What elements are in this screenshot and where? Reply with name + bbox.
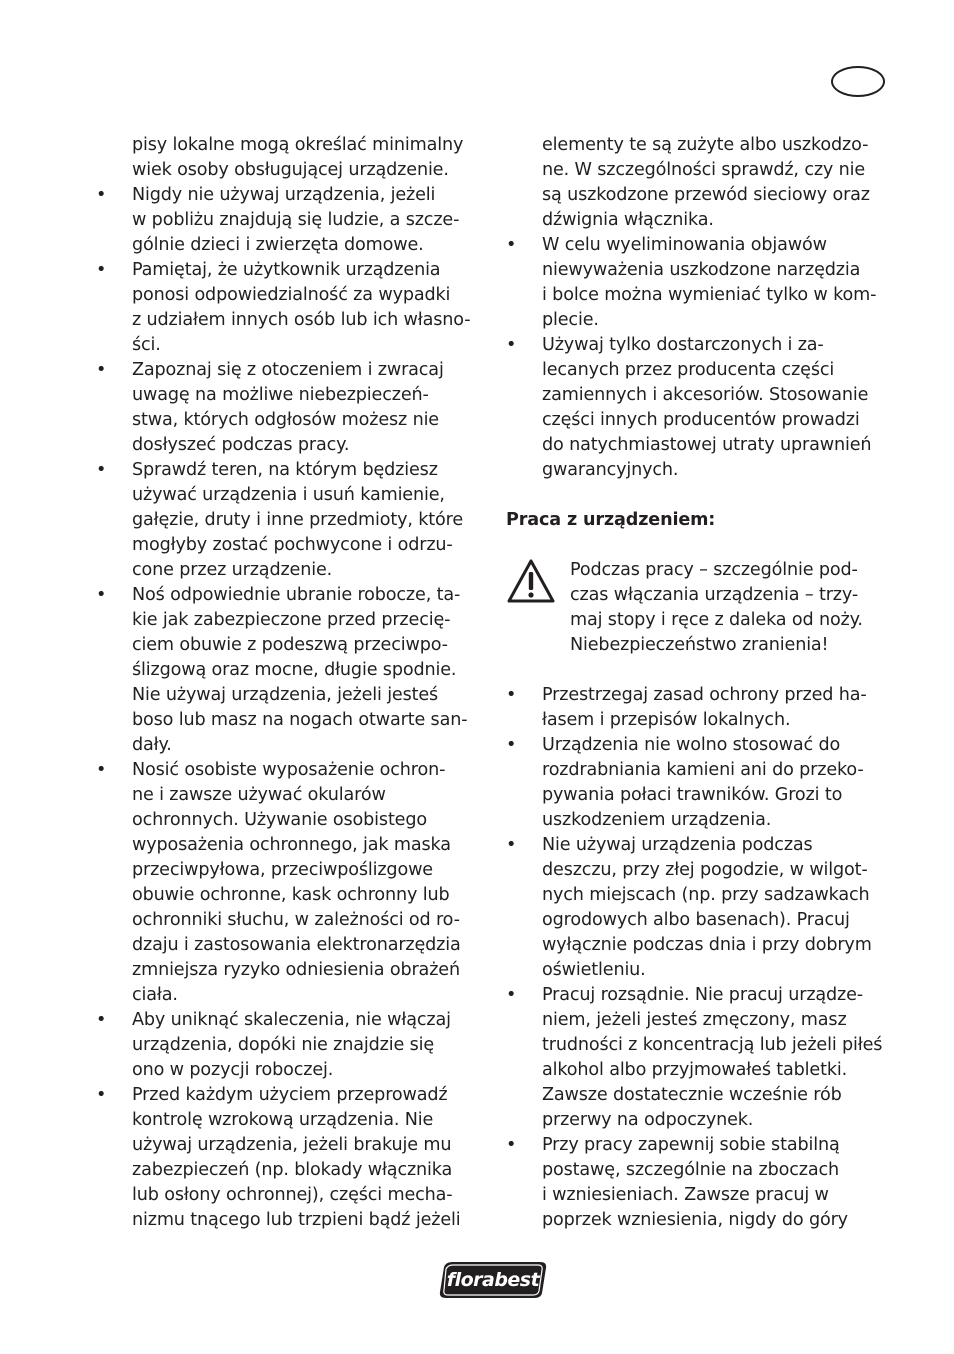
text-line: W celu wyeliminowania objawów [542, 235, 827, 255]
text-line: wiek osoby obsługującej urządzenie. [132, 160, 449, 180]
bullet-item [506, 733, 890, 833]
text-line: urządzenia, dopóki nie znajdzie się [132, 1035, 435, 1055]
right-column [506, 133, 890, 1233]
text-line: niem, jeżeli jesteś zmęczony, masz [542, 1010, 847, 1030]
text-line: kie jak zabezpieczone przed przecię- [132, 610, 451, 630]
paragraph-continuation [506, 133, 890, 233]
text-line: cone przez urządzenie. [132, 560, 333, 580]
text-line: Przed każdym użyciem przeprowadź [132, 1085, 448, 1105]
bullet-marker: • [96, 1010, 107, 1030]
text-line: czas włączania urządzenia – trzy- [570, 585, 859, 605]
text-line: Aby uniknąć skaleczenia, nie włączaj [132, 1010, 451, 1030]
florabest-logo [436, 1259, 550, 1301]
text-line: łasem i przepisów lokalnych. [542, 710, 791, 730]
text-line: Nosić osobiste wyposażenie ochron- [132, 760, 446, 780]
text-line: ono w pozycji roboczej. [132, 1060, 334, 1080]
text-line: plecie. [542, 310, 599, 330]
text-line: niewyważenia uszkodzone narzędzia [542, 260, 861, 280]
text-line: gałęzie, druty i inne przedmioty, które [132, 510, 464, 530]
bullet-marker: • [96, 360, 107, 380]
text-line: ne. W szczególności sprawdź, czy nie [542, 160, 866, 180]
text-line: pywania połaci trawników. Grozi to [542, 785, 843, 805]
text-line: Zawsze dostatecznie wcześnie rób [542, 1085, 842, 1105]
text-line: pisy lokalne mogą określać minimalny [132, 135, 464, 155]
paragraph-continuation [96, 133, 478, 183]
text-line: poprzek wzniesienia, nigdy do góry [542, 1210, 848, 1230]
bullet-marker: • [96, 585, 107, 605]
text-line: maj stopy i ręce z daleka od noży. [570, 610, 863, 630]
text-line: i wzniesieniach. Zawsze pracuj w [542, 1185, 829, 1205]
text-line: w pobliżu znajdują się ludzie, a szcze- [132, 210, 460, 230]
text-line: Sprawdź teren, na którym będziesz [132, 460, 438, 480]
text-line: wyłącznie podczas dnia i przy dobrym [542, 935, 872, 955]
text-line: są uszkodzone przewód sieciowy oraz [542, 185, 870, 205]
bullet-marker: • [96, 185, 107, 205]
text-line: kontrolę wzrokową urządzenia. Nie [132, 1110, 434, 1130]
text-line: Zapoznaj się z otoczeniem i zwracaj [132, 360, 444, 380]
text-line: trudności z koncentracją lub jeżeli piłeś [542, 1035, 883, 1055]
text-line: ciem obuwie z podeszwą przeciwpo- [132, 635, 448, 655]
bullet-item [506, 983, 890, 1133]
text-line: wyposażenia ochronnego, jak maska [132, 835, 451, 855]
text-line: alkohol albo przyjmowałeś tabletki. [542, 1060, 848, 1080]
logo-text: florabest [446, 1269, 540, 1291]
text-line: uszkodzeniem urządzenia. [542, 810, 772, 830]
bullet-item [96, 183, 478, 258]
bullet-item [96, 458, 478, 583]
bullet-item [506, 333, 890, 483]
text-line: ogrodowych albo basenach). Pracuj [542, 910, 850, 930]
text-line: rozdrabniania kamieni ani do przeko- [542, 760, 864, 780]
text-line: uwagę na możliwe niebezpieczeń- [132, 385, 429, 405]
text-line: ślizgową oraz mocne, długie spodnie. [132, 660, 457, 680]
text-line: nych miejscach (np. przy sadzawkach [542, 885, 870, 905]
text-line: używaj urządzenia, jeżeli brakuje mu [132, 1135, 452, 1155]
text-line: Przestrzegaj zasad ochrony przed ha- [542, 685, 867, 705]
text-line: dźwignia włącznika. [542, 210, 714, 230]
bullet-item [506, 1133, 890, 1233]
text-line: ponosi odpowiedzialność za wypadki [132, 285, 451, 305]
text-line: Nie używaj urządzenia podczas [542, 835, 813, 855]
bullet-marker: • [96, 760, 107, 780]
text-line: używać urządzenia i usuń kamienie, [132, 485, 445, 505]
bullet-marker: • [506, 235, 517, 255]
text-line: obuwie ochronne, kask ochronny lub [132, 885, 450, 905]
text-line: ne i zawsze używać okularów [132, 785, 386, 805]
text-line: elementy te są zużyte albo uszkodzo- [542, 135, 869, 155]
text-line: dały. [132, 735, 172, 755]
text-line: Niebezpieczeństwo zranienia! [570, 635, 829, 655]
text-line: deszczu, przy złej pogodzie, w wilgot- [542, 860, 868, 880]
warning-notice [506, 558, 890, 658]
bullet-item [96, 583, 478, 758]
text-line: stwa, których odgłosów możesz nie [132, 410, 439, 430]
bullet-item [506, 833, 890, 983]
section-heading: Praca z urządzeniem: [506, 510, 716, 530]
text-line: mogłyby zostać pochwycone i odrzu- [132, 535, 453, 555]
text-line: Przy pracy zapewnij sobie stabilną [542, 1135, 840, 1155]
text-line: ści. [132, 335, 161, 355]
bullet-item [506, 233, 890, 333]
bullet-item [506, 683, 890, 733]
text-line: gwarancyjnych. [542, 460, 679, 480]
text-line: Pracuj rozsądnie. Nie pracuj urządze- [542, 985, 864, 1005]
text-line: gólnie dzieci i zwierzęta domowe. [132, 235, 424, 255]
text-line: zamiennych i akcesoriów. Stosowanie [542, 385, 869, 405]
bullet-item [96, 1008, 478, 1083]
text-line: części innych producentów prowadzi [542, 410, 860, 430]
language-badge [831, 66, 885, 97]
text-line: Nie używaj urządzenia, jeżeli jesteś [132, 685, 439, 705]
text-line: dosłyszeć podczas pracy. [132, 435, 350, 455]
bullet-marker: • [506, 735, 517, 755]
bullet-marker: • [506, 1135, 517, 1155]
text-line: ciała. [132, 985, 178, 1005]
bullet-marker: • [506, 335, 517, 355]
left-column [96, 133, 478, 1233]
text-line: do natychmiastowej utraty uprawnień [542, 435, 872, 455]
bullet-item [96, 358, 478, 458]
bullet-marker: • [506, 835, 517, 855]
bullet-item [96, 758, 478, 1008]
bullet-item [96, 1083, 478, 1233]
text-line: przeciwpyłowa, przeciwpoślizgowe [132, 860, 433, 880]
bullet-marker: • [506, 685, 517, 705]
text-line: Używaj tylko dostarczonych i za- [542, 335, 824, 355]
text-line: lub osłony ochronnej), części mecha- [132, 1185, 453, 1205]
bullet-marker: • [96, 460, 107, 480]
text-line: zmniejsza ryzyko odniesienia obrażeń [132, 960, 460, 980]
text-line: Pamiętaj, że użytkownik urządzenia [132, 260, 441, 280]
text-line: ochronniki słuchu, w zależności od ro- [132, 910, 460, 930]
text-line: oświetleniu. [542, 960, 646, 980]
bullet-marker: • [96, 260, 107, 280]
bullet-marker: • [96, 1085, 107, 1105]
warning-triangle-icon [506, 558, 556, 604]
text-line: boso lub masz na nogach otwarte san- [132, 710, 468, 730]
spacer [506, 658, 890, 683]
bullet-marker: • [506, 985, 517, 1005]
text-line: dzaju i zastosowania elektronarzędzia [132, 935, 461, 955]
text-line: postawę, szczególnie na zboczach [542, 1160, 839, 1180]
text-line: Noś odpowiednie ubranie robocze, ta- [132, 585, 461, 605]
text-line: zabezpieczeń (np. blokady włącznika [132, 1160, 453, 1180]
text-line: Urządzenia nie wolno stosować do [542, 735, 841, 755]
text-line: nizmu tnącego lub trzpieni bądź jeżeli [132, 1210, 461, 1230]
text-line: Podczas pracy – szczególnie pod- [570, 560, 858, 580]
text-line: przerwy na odpoczynek. [542, 1110, 754, 1130]
text-line: z udziałem innych osób lub ich własno- [132, 310, 471, 330]
text-line: ochronnych. Używanie osobistego [132, 810, 427, 830]
text-line: Nigdy nie używaj urządzenia, jeżeli [132, 185, 436, 205]
text-line: lecanych przez producenta części [542, 360, 835, 380]
bullet-item [96, 258, 478, 358]
text-line: i bolce można wymieniać tylko w kom- [542, 285, 877, 305]
